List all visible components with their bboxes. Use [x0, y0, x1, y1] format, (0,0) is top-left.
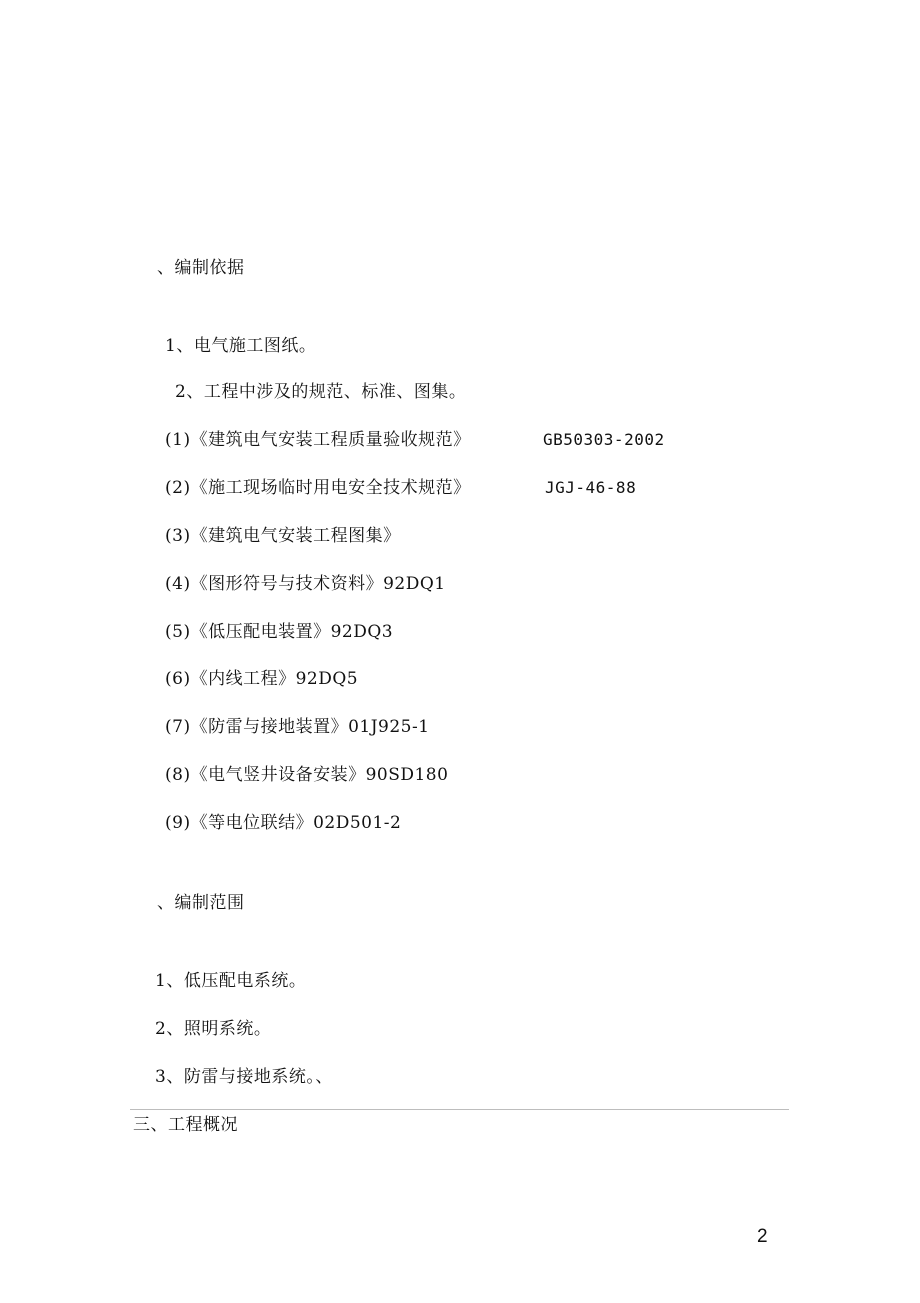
- reference-3: (3)《建筑电气安装工程图集》: [165, 526, 401, 546]
- reference-4: (4)《图形符号与技术资料》92DQ1: [165, 574, 446, 594]
- basis-item-2: 2、工程中涉及的规范、标准、图集。: [175, 382, 467, 402]
- reference-2: (2)《施工现场临时用电安全技术规范》: [165, 478, 471, 498]
- reference-1-code: GB50303-2002: [543, 430, 665, 449]
- basis-item-1: 1、电气施工图纸。: [165, 336, 317, 356]
- reference-6: (6)《内线工程》92DQ5: [165, 669, 359, 689]
- reference-9: (9)《等电位联结》02D501-2: [165, 813, 402, 833]
- reference-5: (5)《低压配电装置》92DQ3: [165, 622, 394, 642]
- scope-item-3: 3、防雷与接地系统。、: [155, 1067, 333, 1087]
- scope-item-2: 2、照明系统。: [155, 1019, 272, 1039]
- reference-7: (7)《防雷与接地装置》01J925-1: [165, 717, 430, 737]
- horizontal-divider: [130, 1109, 789, 1110]
- scope-item-1: 1、低压配电系统。: [155, 971, 307, 991]
- page-number: 2: [757, 1226, 768, 1247]
- reference-8: (8)《电气竖井设备安装》90SD180: [165, 765, 449, 785]
- section-heading-basis: 、编制依据: [157, 258, 245, 278]
- section-heading-scope: 、编制范围: [157, 893, 245, 913]
- reference-1: (1)《建筑电气安装工程质量验收规范》: [165, 430, 471, 450]
- section-heading-overview: 三、工程概况: [133, 1115, 238, 1135]
- reference-2-code: JGJ-46-88: [545, 478, 637, 497]
